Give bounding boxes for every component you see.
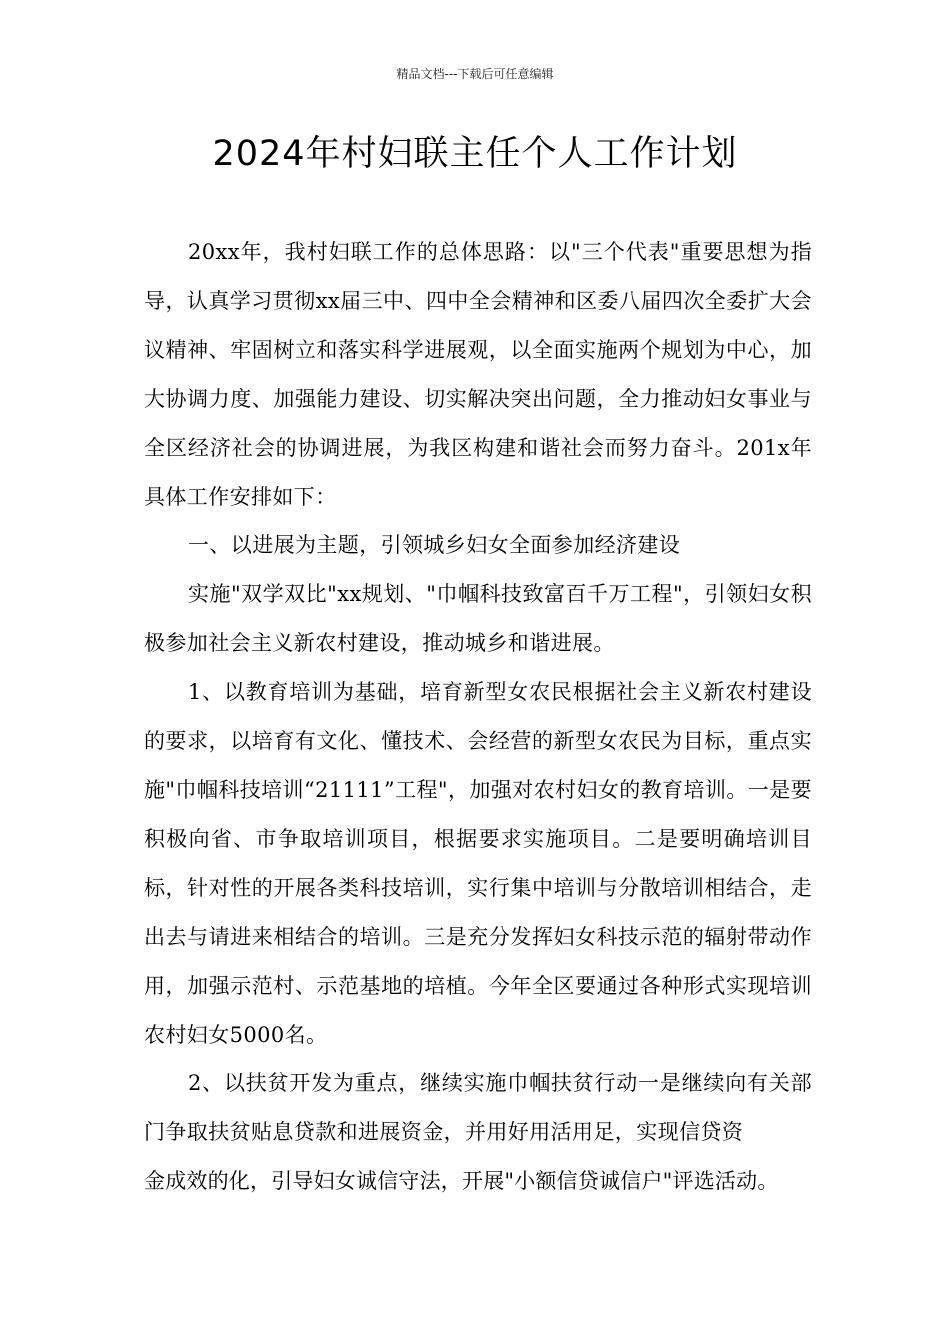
paragraph-item-2-end: 金成效的化，引导妇女诚信守法，开展"小额信贷诚信户"评选活动。 (144, 1169, 779, 1194)
document-body (144, 228, 812, 1206)
header-note: 精品文档---下载后可任意编辑 (396, 67, 554, 81)
document-title: 2024年村妇联主任个人工作计划 (212, 134, 738, 174)
paragraph-item-2: 2、以扶贫开发为重点，继续实施巾帼扶贫行动一是继续向有关部门争取扶贫贴息贷款和进展资金，并用好用活用足，实现信贷资 (144, 1071, 812, 1145)
paragraph-section-1-intro: 实施"双学双比"xx规划、"巾帼科技致富百千万工程"，引领妇女积极参加社会主义新农村建设，推动城乡和谐进展。 (144, 582, 812, 656)
paragraph-item-1: 1、以教育培训为基础，培育新型女农民根据社会主义新农村建设的要求，以培育有文化、懂技术、会经营的新型女农民为目标，重点实施"巾帼科技培训“21111”工程"，加强对农村妇女的教育培训。一是要积极向省、市争取培训项目，根据要求实施项目。二是要明确培训目标，针对性的开展各类科技培训，实行集中培训与分散培训相结合，走出去与请进来相结合的培训。三是充分发挥妇女科技示范的辐射带动作用，加强示范村、示范基地的培植。今年全区要通过各种形式实现培训农村妇女5000名。 (144, 680, 812, 1047)
paragraph-intro: 20xx年，我村妇联工作的总体思路：以"三个代表"重要思想为指导，认真学习贯彻xx届三中、四中全会精神和区委八届四次全委扩大会议精神、牢固树立和落实科学进展观，以全面实施两个规划为中心，加大协调力度、加强能力建设、切实解决突出问题，全力推动妇女事业与全区经济社会的协调进展，为我区构建和谐社会而努力奋斗。201x年具体工作安排如下： (144, 240, 812, 509)
section-heading-1: 一、以进展为主题，引领城乡妇女全面参加经济建设 (188, 533, 681, 558)
